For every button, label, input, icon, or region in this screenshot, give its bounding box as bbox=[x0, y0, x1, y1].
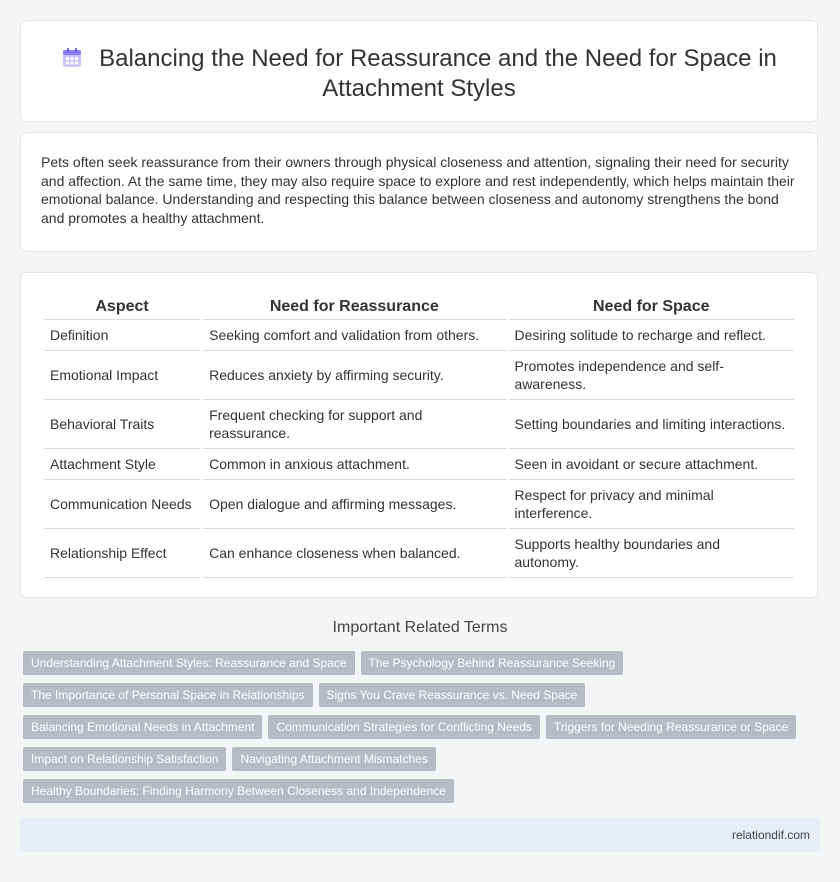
cell-space: Promotes independence and self-awareness. bbox=[509, 351, 795, 400]
cell-aspect: Definition bbox=[44, 320, 200, 351]
footer-site[interactable]: relationdif.com bbox=[731, 828, 810, 842]
related-term-tag[interactable]: Signs You Crave Reassurance vs. Need Space bbox=[319, 683, 586, 707]
table-header-row bbox=[44, 295, 794, 320]
intro-card bbox=[20, 132, 818, 252]
calendar-icon bbox=[61, 47, 83, 69]
related-term-tag[interactable]: The Importance of Personal Space in Relationships bbox=[23, 683, 313, 707]
cell-reassurance: Can enhance closeness when balanced. bbox=[203, 529, 505, 578]
comparison-card bbox=[20, 272, 818, 598]
table-row bbox=[44, 480, 794, 529]
cell-space: Setting boundaries and limiting interactions. bbox=[509, 400, 795, 449]
related-term-tag[interactable]: Communication Strategies for Conflicting Needs bbox=[268, 715, 539, 739]
title-card bbox=[20, 20, 818, 122]
page-title bbox=[21, 21, 817, 104]
cell-reassurance: Frequent checking for support and reassurance. bbox=[203, 400, 505, 449]
table-row bbox=[44, 400, 794, 449]
cell-space: Seen in avoidant or secure attachment. bbox=[509, 449, 795, 480]
table-row bbox=[44, 529, 794, 578]
related-term-tag[interactable]: Balancing Emotional Needs in Attachment bbox=[23, 715, 262, 739]
footer bbox=[20, 818, 820, 852]
related-term-tag[interactable]: Understanding Attachment Styles: Reassurance and Space bbox=[23, 651, 355, 675]
cell-aspect: Emotional Impact bbox=[44, 351, 200, 400]
header-reassurance: Need for Reassurance bbox=[203, 295, 505, 320]
cell-space: Respect for privacy and minimal interference. bbox=[509, 480, 795, 529]
cell-space: Supports healthy boundaries and autonomy. bbox=[509, 529, 795, 578]
related-term-tag[interactable]: Healthy Boundaries: Finding Harmony Between Closeness and Independence bbox=[23, 779, 454, 803]
cell-reassurance: Open dialogue and affirming messages. bbox=[203, 480, 505, 529]
related-term-tag[interactable]: Impact on Relationship Satisfaction bbox=[23, 747, 226, 771]
related-terms-title: Important Related Terms bbox=[332, 619, 508, 636]
comparison-table bbox=[41, 295, 797, 578]
cell-aspect: Relationship Effect bbox=[44, 529, 200, 578]
cell-aspect: Behavioral Traits bbox=[44, 400, 200, 449]
table-row bbox=[44, 449, 794, 480]
header-aspect: Aspect bbox=[44, 295, 200, 320]
table-row bbox=[44, 351, 794, 400]
intro-text: Pets often seek reassurance from their owners through physical closeness and attention, signaling their need for security and affection. At the same time, they may also require space to explore and rest independently, which helps maintain their emotional balance. Understanding and respecting this balance between closeness and autonomy strengthens the bond and promotes a healthy attachment. bbox=[41, 154, 795, 226]
cell-aspect: Attachment Style bbox=[44, 449, 200, 480]
cell-space: Desiring solitude to recharge and reflect. bbox=[509, 320, 795, 351]
cell-reassurance: Common in anxious attachment. bbox=[203, 449, 505, 480]
related-term-tag[interactable]: Navigating Attachment Mismatches bbox=[232, 747, 435, 771]
table-row bbox=[44, 320, 794, 351]
cell-aspect: Communication Needs bbox=[44, 480, 200, 529]
cell-reassurance: Seeking comfort and validation from others. bbox=[203, 320, 505, 351]
page-title-text: Balancing the Need for Reassurance and the Need for Space in Attachment Styles bbox=[99, 45, 777, 102]
related-term-tag[interactable]: The Psychology Behind Reassurance Seeking bbox=[361, 651, 624, 675]
related-term-tag[interactable]: Triggers for Needing Reassurance or Space bbox=[546, 715, 796, 739]
cell-reassurance: Reduces anxiety by affirming security. bbox=[203, 351, 505, 400]
related-terms-list bbox=[23, 651, 813, 811]
header-space: Need for Space bbox=[509, 295, 795, 320]
